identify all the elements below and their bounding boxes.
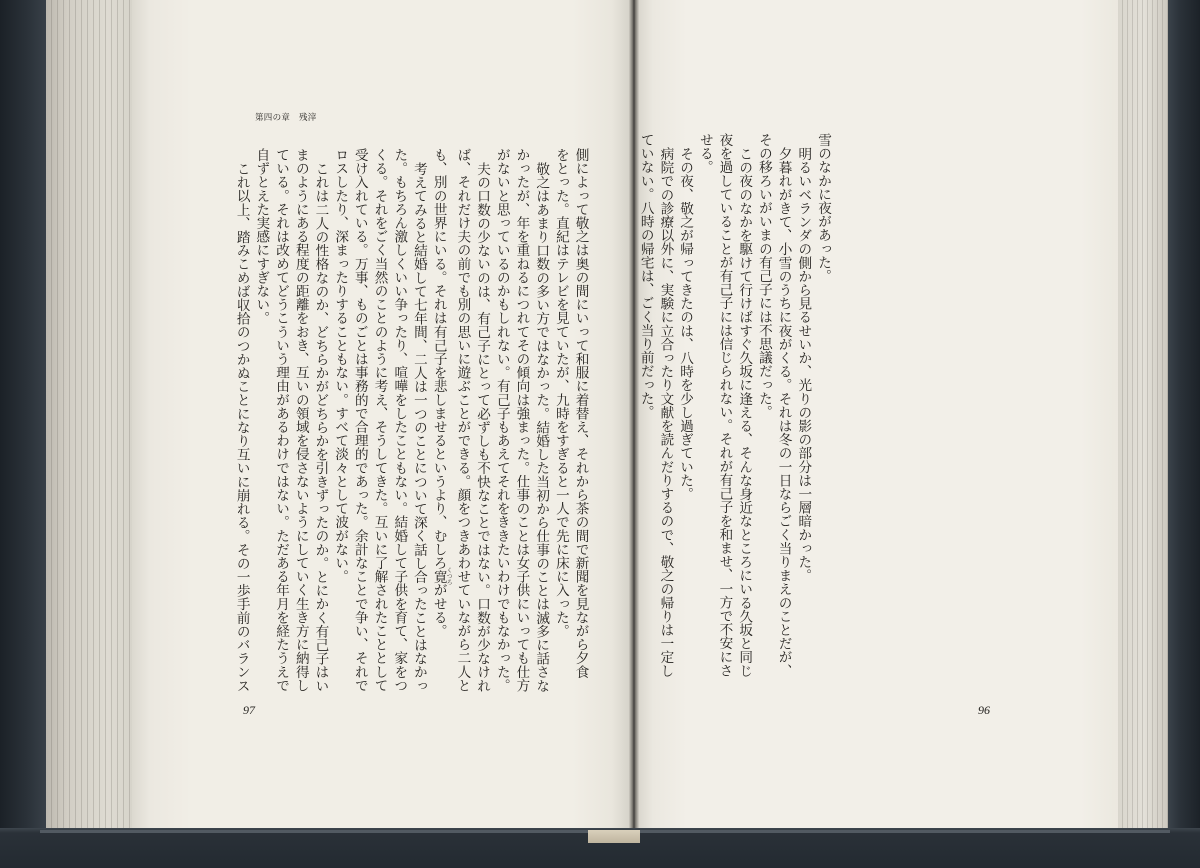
text-column: 明るいベランダの側から見るせいか、光りの影の部分は一層暗かった。 (795, 146, 812, 582)
text-column: 夕暮れがきて、小雪のうちに夜がくる。それは冬の一日ならごく当りまえのことだが、 (775, 146, 792, 677)
page-edges-left (46, 0, 134, 830)
left-page-text (235, 148, 590, 696)
text-column: その移ろいがいまの有己子には不思議だった。 (755, 133, 772, 419)
running-head: 第四の章 残滓 (255, 113, 317, 123)
ruby-annotation (430, 567, 453, 586)
text-column: がないと思っているのかもしれない。有己子もあえてそれをききたいわけでもなかった。 (493, 148, 510, 692)
text-column: をとった。直紀はテレビを見ていたが、九時をすぎると一人で先に床に入った。 (552, 148, 569, 638)
book-cover-right (1168, 0, 1200, 868)
text-column: 敬之はあまり口数の多い方ではなかった。結婚した当初から仕事のことは滅多に話さな (533, 161, 550, 692)
text-column: 自ずとえた実感にすぎない。 (253, 148, 270, 325)
book-cover-left (0, 0, 48, 868)
text-column: 夫の口数の少ないのは、有己子にとって必ずしも不快なことではない。口数が少なけれ (474, 161, 491, 692)
text-column: た。もちろん激しくいい争ったり、喧嘩をしたこともない。結婚して子供を育て、家をつ (391, 148, 408, 692)
text-column: かったが、年を重ねるにつれてその傾向は強まった。仕事のことは女子供にいっても仕方 (513, 148, 530, 692)
text-column: ロスしたり、深まったりすることもない。すべて淡々として波がない。 (332, 148, 349, 584)
text-column: 夜を過していることが有己子には信じられない。それが有己子を和ませ、一方で不安にさ (716, 133, 733, 677)
text-column: せる。 (696, 133, 713, 174)
ruby-reading: くつろ (445, 567, 453, 586)
text-column: まのようにある程度の距離をおき、互いの領域を侵さないようにしていく生き方に納得し (292, 148, 309, 692)
text-column: 病院での診療以外に、実験に立合ったり文献を読んだりするので、敬之の帰りは一定し (657, 146, 674, 677)
text-column (428, 148, 452, 696)
text-column: 側によって敬之は奥の間にいって和服に着替え、それから茶の間で新聞を見ながら夕食 (572, 148, 589, 679)
text-column: ば、それだけ夫の前でも別の思いに遊ぶことができる。顔をつきあわせていながら二人と (454, 148, 471, 692)
text-run: も、別の世界にいる。それは有己子を悲しませるというより、むしろ (430, 148, 447, 570)
page-number-right: 96 (978, 703, 990, 717)
page-edges-right (1118, 0, 1170, 828)
text-column: これは二人の性格なのか、どちらかがどちらかを引きずったのか。とにかく有己子はい (312, 161, 329, 692)
text-column: その夜、敬之が帰ってきたのは、八時を少し過ぎていた。 (677, 146, 694, 501)
text-column: この夜のなかを駆けて行けばすぐ久坂に逢える、そんな身近なところにいる久坂と同じ (736, 146, 753, 677)
ruby-base: 寛 (430, 567, 447, 586)
text-column: これ以上、踏みこめば収拾のつかぬことになり互いに崩れる。その一歩手前のバランス (233, 161, 250, 692)
text-column: 雪のなかに夜があった。 (815, 133, 831, 283)
text-column: 受け入れている。万事、ものごとは事務的で合理的であった。余計なことで争い、それで (351, 148, 368, 692)
right-page-text (635, 133, 832, 681)
text-column: ている。それは改めてどうこういう理由があるわけではない。ただある年月を経たうえで (273, 148, 290, 692)
text-column: くる。それをごく当然のことのように考え、そうしてきた。互いに了解されたこととして (371, 148, 388, 692)
text-run: がせる。 (430, 583, 447, 638)
page-number-left: 97 (243, 703, 255, 717)
text-column: ていない。八時の帰宅は、ごく当り前だった。 (637, 133, 654, 419)
headband (588, 830, 640, 843)
text-column: 考えてみると結婚して七年間、二人は一つのことについて深く話し合ったことはなかっ (410, 161, 427, 692)
